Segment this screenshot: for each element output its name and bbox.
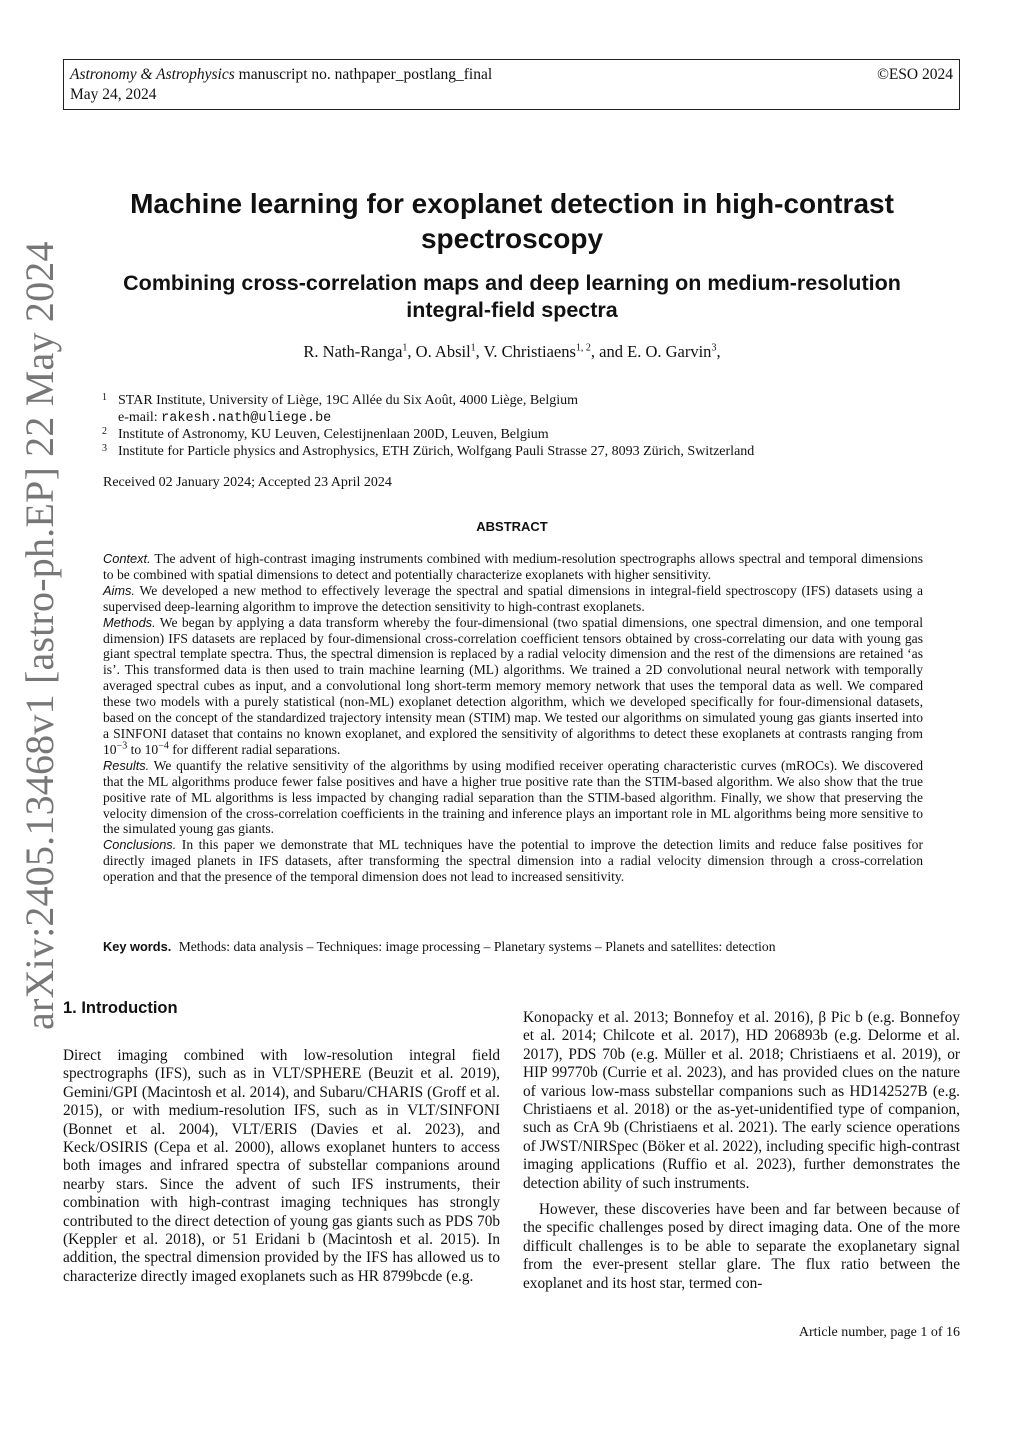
contrast-exponent: −3 (116, 740, 128, 752)
abstract-aims (103, 583, 923, 615)
arxiv-sidebar-id: arXiv:2405.13468v1 [astro-ph.EP] 22 May 2024 (17, 241, 62, 1030)
affiliation-text: Institute of Astronomy, KU Leuven, Celestijnenlaan 200D, Leuven, Belgium (118, 427, 549, 442)
abstract-methods (103, 615, 923, 758)
author-affiliation-mark: 1 (470, 342, 476, 354)
section-heading: 1. Introduction (63, 999, 178, 1017)
header-journal-line (70, 66, 492, 84)
methods-label: Methods. (103, 614, 156, 630)
page-footer: Article number, page 1 of 16 (798, 1325, 960, 1340)
email-label: e-mail: (118, 410, 158, 425)
intro-paragraph-1: Direct imaging combined with low-resolution integral field spectrographs (IFS), such as in VLT/SPHERE (Beuzit et al. 2019), Gemini/GPI (Macintosh et al. 2014), and Subaru/CHARIS (Groff et al. 2015), or with medium-resolution IFS, such as in VLT/SINFONI (Bonnet et al. 2004), VLT/ERIS (Davies et al. 2023), and Keck/OSIRIS (Cepa et al. 2000), allows exoplanet hunters to access both images and infrared spectra of substellar companions around nearby stars. Since the advent of such IFS instruments, their combination with high-contrast imaging techniques has strongly contributed to the direct detection of young gas giants such as PDS 70b (Keppler et al. 2018), or 51 Eridani b (Macintosh et al. 2015). In addition, the spectral dimension provided by the IFS has allowed us to characterize directly imaged exoplanets such as HR 8799bcde (e.g. (63, 1047, 500, 1285)
author-name: R. Nath-Ranga (303, 342, 403, 361)
abstract-context (103, 551, 923, 583)
author-affiliation-mark: 3 (711, 342, 717, 354)
keywords (103, 939, 923, 955)
keywords-label: Key words. (103, 939, 172, 954)
received-dates: Received 02 January 2024; Accepted 23 April 2024 (103, 475, 392, 490)
affiliation-number: 3 (102, 443, 107, 454)
author-separator: , (475, 342, 484, 361)
author-affiliation-mark: 1, 2 (575, 342, 591, 354)
author-name: O. Absil (415, 342, 471, 361)
email-link[interactable]: rakesh.nath@uliege.be (161, 411, 332, 426)
intro-paragraph-1-continued: Konopacky et al. 2013; Bonnefoy et al. 2016), β Pic b (e.g. Bonnefoy et al. 2014; Chilcote et al. 2017), HD 206893b (e.g. Delorme et al. 2017), PDS 70b (e.g. Müller et al. 2018; Christiaens et al. 2019), or HIP 99770b (Currie et al. 2023), and has provided clues on the nature of various low-mass substellar companions such as HD142527B (e.g. Christiaens et al. 2018) or the as-yet-unidentified type of companion, such as CrA 9b (Christiaens et al. 2021). The early science operations of JWST/NIRSpec (Böker et al. 2022), including specific high-contrast imaging applications (Ruffio et al. 2023), further demonstrates the detection ability of such instruments. (523, 1009, 960, 1192)
methods-to: to (130, 741, 142, 757)
intro-paragraph-2: However, these discoveries have been and far between because of the specific challenges posed by direct imaging data. One of the more difficult challenges is to be able to separate the exoplanetary signal from the ever-present stellar glare. The flux ratio between the exoplanet and its host star, termed con- (523, 1201, 960, 1292)
affiliation-email (102, 409, 331, 427)
author-name: V. Christiaens (483, 342, 576, 361)
context-label: Context. (103, 551, 151, 566)
left-column (63, 1047, 500, 1286)
context-text: The advent of high-contrast imaging instruments combined with medium-resolution spectrographs allows spectral and temporal dimensions to be combined with spatial dimensions to detect and potentially characterize exoplanets with higher sensitivity. (103, 551, 924, 582)
abstract-heading: ABSTRACT (476, 519, 548, 534)
author-separator: , and (590, 342, 628, 361)
paper-subtitle: Combining cross-correlation maps and deep learning on medium-resolution integral-field spectra (123, 271, 901, 322)
affiliation-text: Institute for Particle physics and Astrophysics, ETH Zürich, Wolfgang Pauli Strasse 27, 8093 Zürich, Switzerland (118, 444, 755, 459)
manuscript-header (63, 59, 960, 110)
affiliation-number: 2 (102, 426, 107, 437)
author-separator: , (407, 342, 416, 361)
affiliation-3 (102, 443, 754, 460)
results-text: We quantify the relative sensitivity of the algorithms by using modified receiver operating characteristic curves (mROCs). We discovered that the ML algorithms produce fewer false positives and have a higher true positive rate than the STIM-based algorithm. We also show that the true positive rate of ML algorithms is less impacted by changing radial separation than the STIM-based algorithm. Finally, we show that preserving the velocity dimension of the cross-correlation coefficients in the training and inference plays an important role in ML algorithms being more sensitive to the simulated young gas giants. (103, 757, 924, 837)
affiliation-text: STAR Institute, University of Liège, 19C Allée du Six Août, 4000 Liège, Belgium (118, 393, 579, 408)
aims-text: We developed a new method to effectively leverage the spectral and spatial dimensions in integral-field spectroscopy (IFS) datasets using a supervised deep-learning algorithm to improve the detection sensitivity to high-contrast exoplanets. (103, 582, 923, 614)
author-affiliation-mark: 1 (402, 342, 408, 354)
methods-text: We began by applying a data transform whereby the four-dimensional (two spatial dimensions, one spectral dimension, and one temporal dimension) IFS datasets are replaced by four-dimensional cross-correlation coefficient tensors obtained by cross-correlating our data with young gas giant spectral template spectra. Thus, the spectral dimension is replaced by a radial velocity dimension and the rest of the dimensions are retained ‘as is’. This transformed data is then used to train machine learning (ML) algorithms. We trained a 2D convolutional neural network with temporally averaged spectral cubes as input, and a convolutional long short-term memory memory network that uses the temporal data as well. We compared these two models with a purely statistical (non-ML) exoplanet detection algorithm, which we developed specifically for four-dimensional datasets, based on the concept of the standardized trajectory intensity mean (STIM) map. We tested our algorithms on simulated young gas giants inserted into a SINFONI dataset that contains no known exoplanet, and explored the sensitivity of algorithms to detect these exoplanets at contrasts ranging from (103, 614, 923, 741)
keywords-text: Methods: data analysis – Techniques: image processing – Planetary systems – Planets and satellites: detection (178, 939, 776, 954)
manuscript-id: manuscript no. nathpaper_postlang_final (238, 66, 493, 83)
methods-end-text: for different radial separations. (172, 741, 341, 757)
aims-label: Aims. (103, 582, 135, 598)
paper-title: Machine learning for exoplanet detection in high-contrast spectroscopy (130, 188, 894, 254)
author-separator: , (716, 342, 721, 361)
right-column (523, 1009, 960, 1293)
contrast-value: 10 (103, 741, 117, 757)
contrast-value: 10 (144, 741, 159, 757)
header-copyright: ©ESO 2024 (877, 66, 953, 83)
journal-name: Astronomy & Astrophysics (70, 66, 235, 83)
conclusions-text: In this paper we demonstrate that ML techniques have the potential to improve the detection limits and reduce false positives for directly imaged planets in IFS datasets, after transforming the spectral dimension into a radial velocity dimension through a cross-correlation operation and that the presence of the temporal dimension does not lead to increased sensitivity. (103, 837, 923, 885)
conclusions-label: Conclusions. (103, 837, 177, 853)
abstract-results (103, 758, 923, 838)
abstract-conclusions (103, 837, 923, 885)
results-label: Results. (103, 757, 150, 773)
header-date: May 24, 2024 (70, 86, 157, 103)
affiliation-number: 1 (102, 392, 107, 403)
affiliation-2 (102, 426, 549, 443)
abstract-body (103, 551, 923, 885)
affiliation-1 (102, 392, 578, 409)
author-list (100, 342, 924, 362)
author-name: E. O. Garvin (627, 342, 712, 361)
contrast-exponent: −4 (158, 740, 169, 752)
